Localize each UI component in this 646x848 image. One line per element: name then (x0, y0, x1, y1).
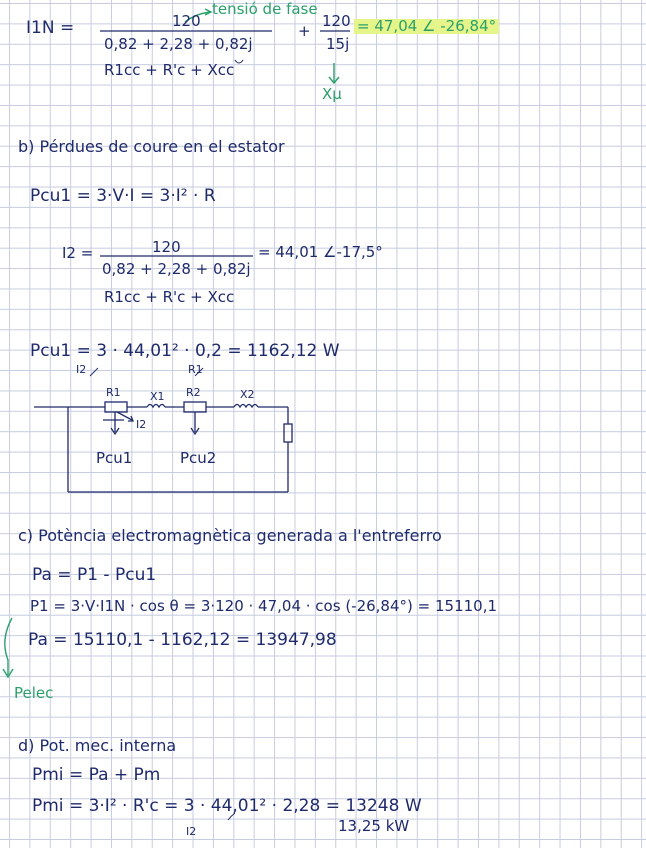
circuit-i2-label: I2 (136, 418, 147, 431)
circuit-pcu2-label: Pcu2 (180, 449, 217, 467)
eq-top-den2: 15j (326, 35, 350, 53)
eq-top-plus: + (298, 22, 311, 40)
section-d-line1: Pmi = Pa + Pm (32, 765, 161, 785)
i2-under-label: R1cc + R'c + Xcc (104, 288, 235, 306)
pelec-label: Pelec (14, 684, 54, 702)
pcu1-under-i2: I2 (76, 363, 87, 376)
i2-den: 0,82 + 2,28 + 0,82j (102, 260, 251, 278)
i2-result: = 44,01 ∠-17,5° (258, 243, 383, 261)
eq-top-num1: 120 (172, 12, 201, 30)
eq-top-annotation: tensió de fase (212, 0, 318, 18)
pcu1-under-r1: R1 (188, 363, 203, 376)
circuit-pcu1-label: Pcu1 (96, 449, 133, 467)
eq-top-xmu: Xμ (322, 85, 342, 103)
eq-top-den1: 0,82 + 2,28 + 0,82j (104, 35, 253, 53)
circuit-x1-label: X1 (150, 390, 165, 403)
eq-top-under-label: R1cc + R'c + Xcc (104, 61, 235, 79)
section-d-under-i2: I2 (186, 825, 197, 838)
section-c-line2: P1 = 3·V·I1N · cos θ = 3·120 · 47,04 · cos (-26,84°) = 15110,1 (30, 597, 498, 615)
circuit-r1-label: R1 (106, 386, 121, 399)
i2-lhs: I2 = (62, 244, 94, 262)
circuit-r2-label: R2 (186, 386, 201, 399)
section-d-line2: Pmi = 3·I² · R'c = 3 · 44,01² · 2,28 = 13248 W (32, 796, 422, 816)
section-c-line3: Pa = 15110,1 - 1162,12 = 13947,98 (28, 630, 337, 650)
section-d-heading: d) Pot. mec. interna (18, 736, 177, 755)
circuit-x2-label: X2 (240, 388, 255, 401)
i2-num: 120 (152, 238, 181, 256)
section-b-heading: b) Pérdues de coure en el estator (18, 137, 285, 156)
pcu-equation: Pcu1 = 3·V·I = 3·I² · R (30, 186, 216, 206)
section-c-heading: c) Potència electromagnètica generada a l'entreferro (18, 526, 442, 545)
section-c-line1: Pa = P1 - Pcu1 (32, 565, 157, 585)
eq-top-result: = 47,04 ∠ -26,84° (354, 19, 499, 34)
pcu1-value: Pcu1 = 3 · 44,01² · 0,2 = 1162,12 W (30, 341, 340, 361)
eq-top-num2: 120 (322, 12, 351, 30)
circuit-diagram (34, 402, 292, 492)
section-d-line3: 13,25 kW (338, 817, 410, 835)
eq-top-lhs: I1N = (26, 18, 75, 38)
